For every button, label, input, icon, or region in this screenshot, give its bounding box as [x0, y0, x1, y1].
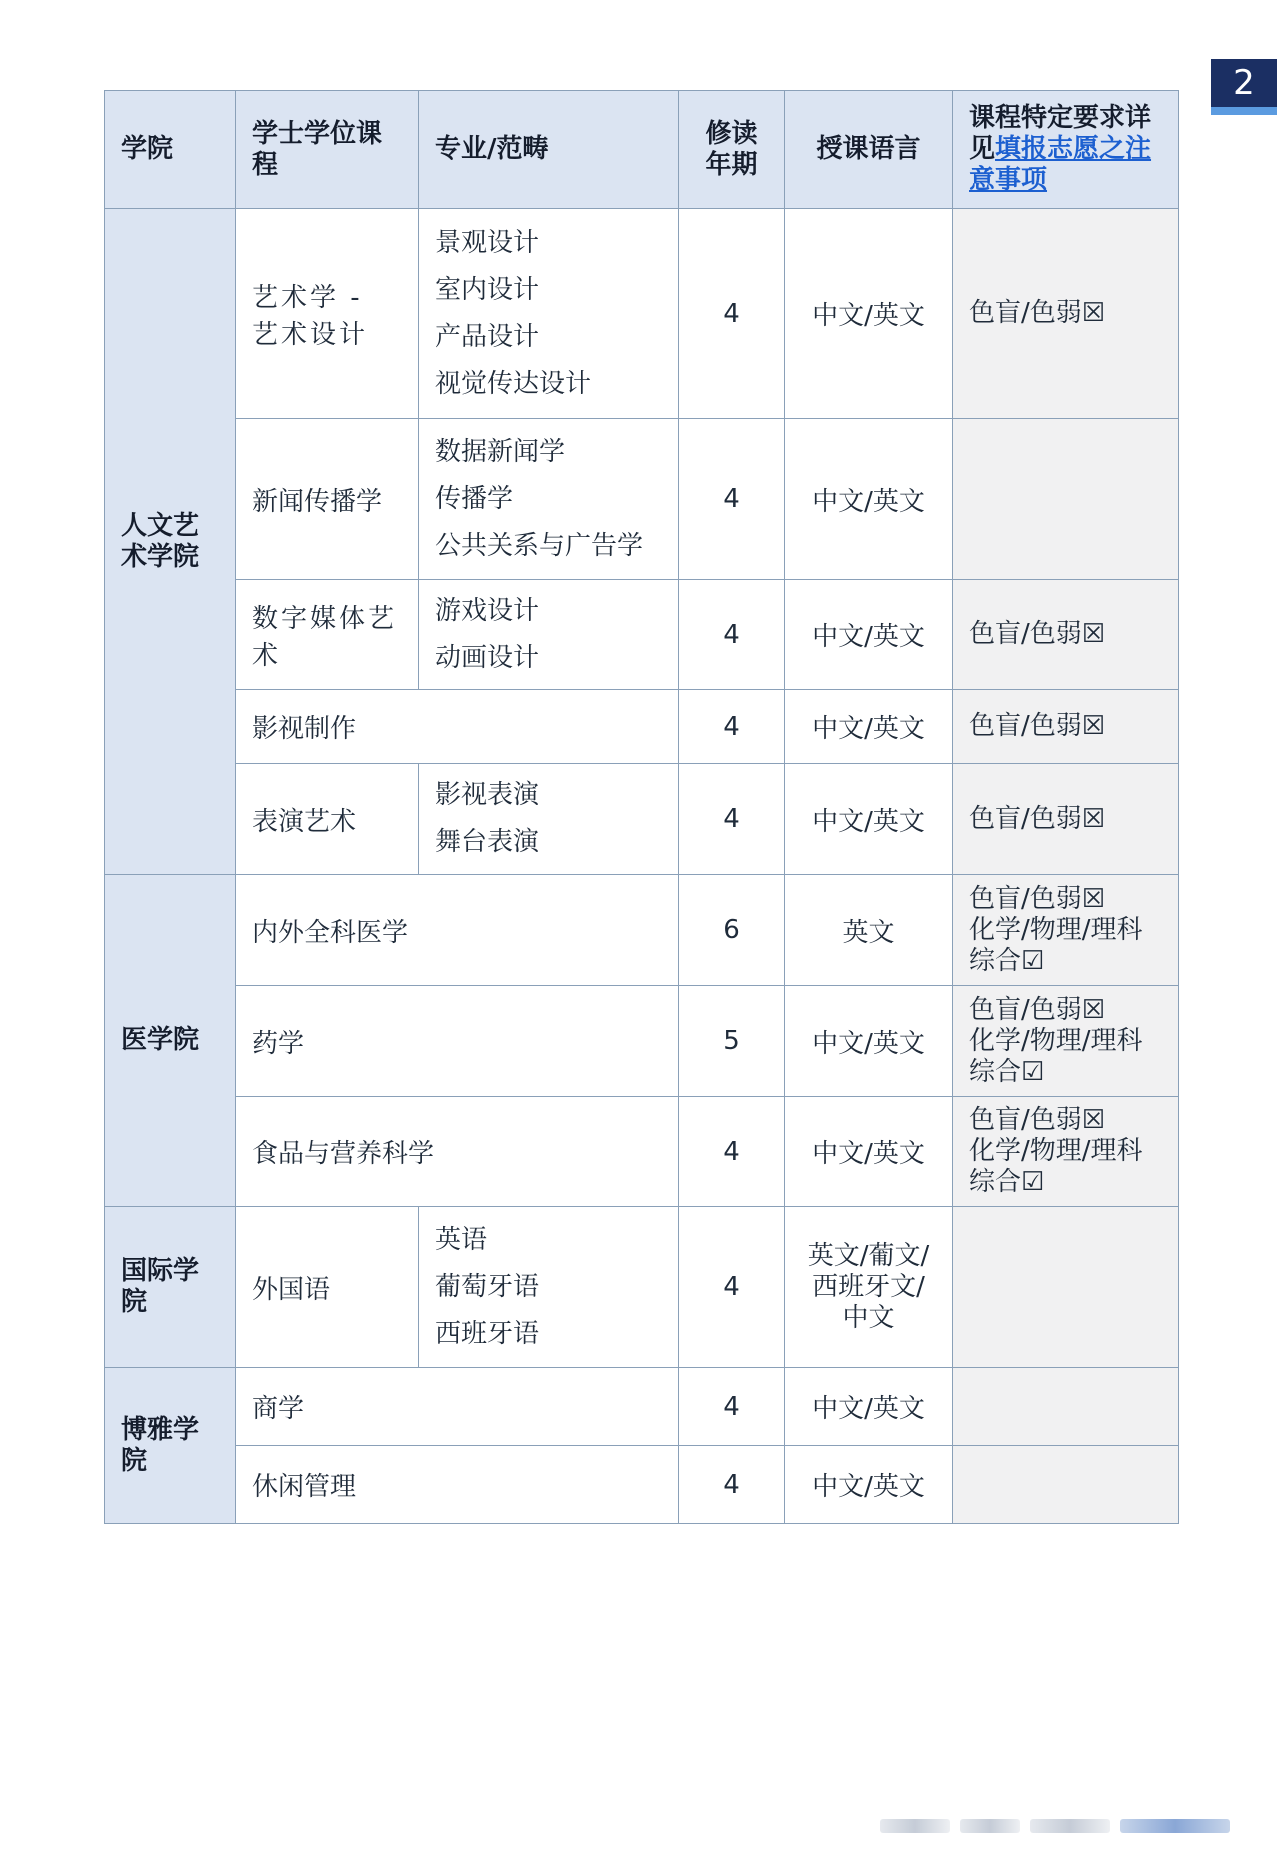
- header-requirement-text: 课程特定要求详见: [969, 103, 1152, 164]
- years-cell: 4: [679, 419, 785, 580]
- years-cell: 4: [679, 1097, 785, 1207]
- header-college: 学院: [105, 91, 236, 209]
- degree-cell: 药学: [236, 986, 679, 1097]
- major-item: 西班牙语: [435, 1318, 540, 1349]
- requirement-cell: [953, 1368, 1179, 1446]
- programs-table: [104, 90, 1179, 1524]
- requirement-item: 色盲/色弱☒: [969, 298, 1106, 328]
- major-cell: [419, 764, 679, 875]
- degree-cell: 表演艺术: [236, 764, 419, 875]
- requirement-item: 色盲/色弱☒: [969, 994, 1106, 1025]
- major-item: 产品设计: [435, 321, 540, 352]
- college-medicine: 医学院: [105, 875, 236, 1207]
- language-cell: 中文/英文: [785, 764, 953, 875]
- college-liberal: 博雅学院: [105, 1368, 236, 1524]
- requirement-cell: [953, 690, 1179, 764]
- requirement-item: 综合☑: [969, 1167, 1045, 1197]
- language-cell: 英文/葡文/西班牙文/中文: [785, 1207, 953, 1368]
- major-cell: [419, 419, 679, 580]
- years-cell: 4: [679, 764, 785, 875]
- table-row: [105, 1097, 1179, 1207]
- header-degree: 学士学位课程: [236, 91, 419, 209]
- table-row: [105, 875, 1179, 986]
- language-cell: 中文/英文: [785, 419, 953, 580]
- language-cell: 英文: [785, 875, 953, 986]
- header-duration: 修读年期: [679, 91, 785, 209]
- requirement-item: 色盲/色弱☒: [969, 711, 1106, 741]
- requirement-item: 色盲/色弱☒: [969, 1105, 1106, 1135]
- degree-cell: 艺术学 - 艺术设计: [236, 209, 419, 419]
- degree-cell: 数字媒体艺术: [236, 580, 419, 690]
- requirement-cell: [953, 580, 1179, 690]
- table-row: [105, 1207, 1179, 1368]
- requirement-cell: [953, 419, 1179, 580]
- major-item: 视觉传达设计: [435, 368, 592, 399]
- major-item: 游戏设计: [435, 595, 540, 626]
- requirement-item: 色盲/色弱☒: [969, 803, 1106, 834]
- language-cell: 中文/英文: [785, 209, 953, 419]
- requirement-cell: [953, 1097, 1179, 1207]
- language-cell: 中文/英文: [785, 1097, 953, 1207]
- language-cell: 中文/英文: [785, 1368, 953, 1446]
- major-item: 传播学: [435, 483, 514, 514]
- years-cell: 4: [679, 1446, 785, 1524]
- major-item: 英语: [435, 1224, 488, 1255]
- major-item: 舞台表演: [435, 827, 540, 857]
- years-cell: 5: [679, 986, 785, 1097]
- requirement-notes-link[interactable]: 填报志愿之注意事项: [969, 134, 1152, 195]
- major-item: 葡萄牙语: [435, 1271, 540, 1302]
- major-cell: [419, 580, 679, 690]
- requirement-cell: [953, 1207, 1179, 1368]
- college-humanities: 人文艺术学院: [105, 209, 236, 875]
- degree-cell: 新闻传播学: [236, 419, 419, 580]
- table-row: [105, 1446, 1179, 1524]
- major-item: 室内设计: [435, 274, 540, 305]
- major-item: 景观设计: [435, 227, 540, 258]
- requirement-cell: [953, 764, 1179, 875]
- years-cell: 4: [679, 690, 785, 764]
- requirement-item: 综合☑: [969, 1056, 1045, 1087]
- years-cell: 4: [679, 580, 785, 690]
- degree-cell: 商学: [236, 1368, 679, 1446]
- major-cell: [419, 1207, 679, 1368]
- requirement-item: 色盲/色弱☒: [969, 619, 1106, 649]
- degree-cell: 休闲管理: [236, 1446, 679, 1524]
- years-cell: 4: [679, 1207, 785, 1368]
- years-cell: 4: [679, 209, 785, 419]
- major-item: 公共关系与广告学: [435, 530, 644, 561]
- language-cell: 中文/英文: [785, 690, 953, 764]
- page-number: 2: [1211, 59, 1277, 107]
- requirement-item: 化学/物理/理科: [969, 1025, 1143, 1056]
- table-row: [105, 764, 1179, 875]
- table-row: [105, 690, 1179, 764]
- years-cell: 6: [679, 875, 785, 986]
- degree-cell: 影视制作: [236, 690, 679, 764]
- major-item: 动画设计: [435, 642, 540, 673]
- years-cell: 4: [679, 1368, 785, 1446]
- footer-decoration: [880, 1815, 1250, 1837]
- requirement-item: 化学/物理/理科: [969, 1136, 1143, 1166]
- degree-cell: 外国语: [236, 1207, 419, 1368]
- requirement-cell: [953, 875, 1179, 986]
- table-row: [105, 580, 1179, 690]
- degree-cell: 内外全科医学: [236, 875, 679, 986]
- table-header-row: [105, 91, 1179, 209]
- major-item: 数据新闻学: [435, 436, 566, 467]
- table-row: [105, 419, 1179, 580]
- language-cell: 中文/英文: [785, 1446, 953, 1524]
- table-row: [105, 209, 1179, 419]
- major-cell: [419, 209, 679, 419]
- requirement-item: 化学/物理/理科: [969, 914, 1143, 945]
- degree-cell: 食品与营养科学: [236, 1097, 679, 1207]
- requirement-cell: [953, 986, 1179, 1097]
- table-row: [105, 986, 1179, 1097]
- language-cell: 中文/英文: [785, 580, 953, 690]
- major-item: 影视表演: [435, 780, 540, 810]
- requirement-cell: [953, 1446, 1179, 1524]
- requirement-cell: [953, 209, 1179, 419]
- language-cell: 中文/英文: [785, 986, 953, 1097]
- requirement-item: 色盲/色弱☒: [969, 883, 1106, 914]
- header-requirement: [953, 91, 1179, 209]
- header-language: 授课语言: [785, 91, 953, 209]
- requirement-item: 综合☑: [969, 945, 1045, 976]
- table-row: [105, 1368, 1179, 1446]
- college-international: 国际学院: [105, 1207, 236, 1368]
- header-major: 专业/范畴: [419, 91, 679, 209]
